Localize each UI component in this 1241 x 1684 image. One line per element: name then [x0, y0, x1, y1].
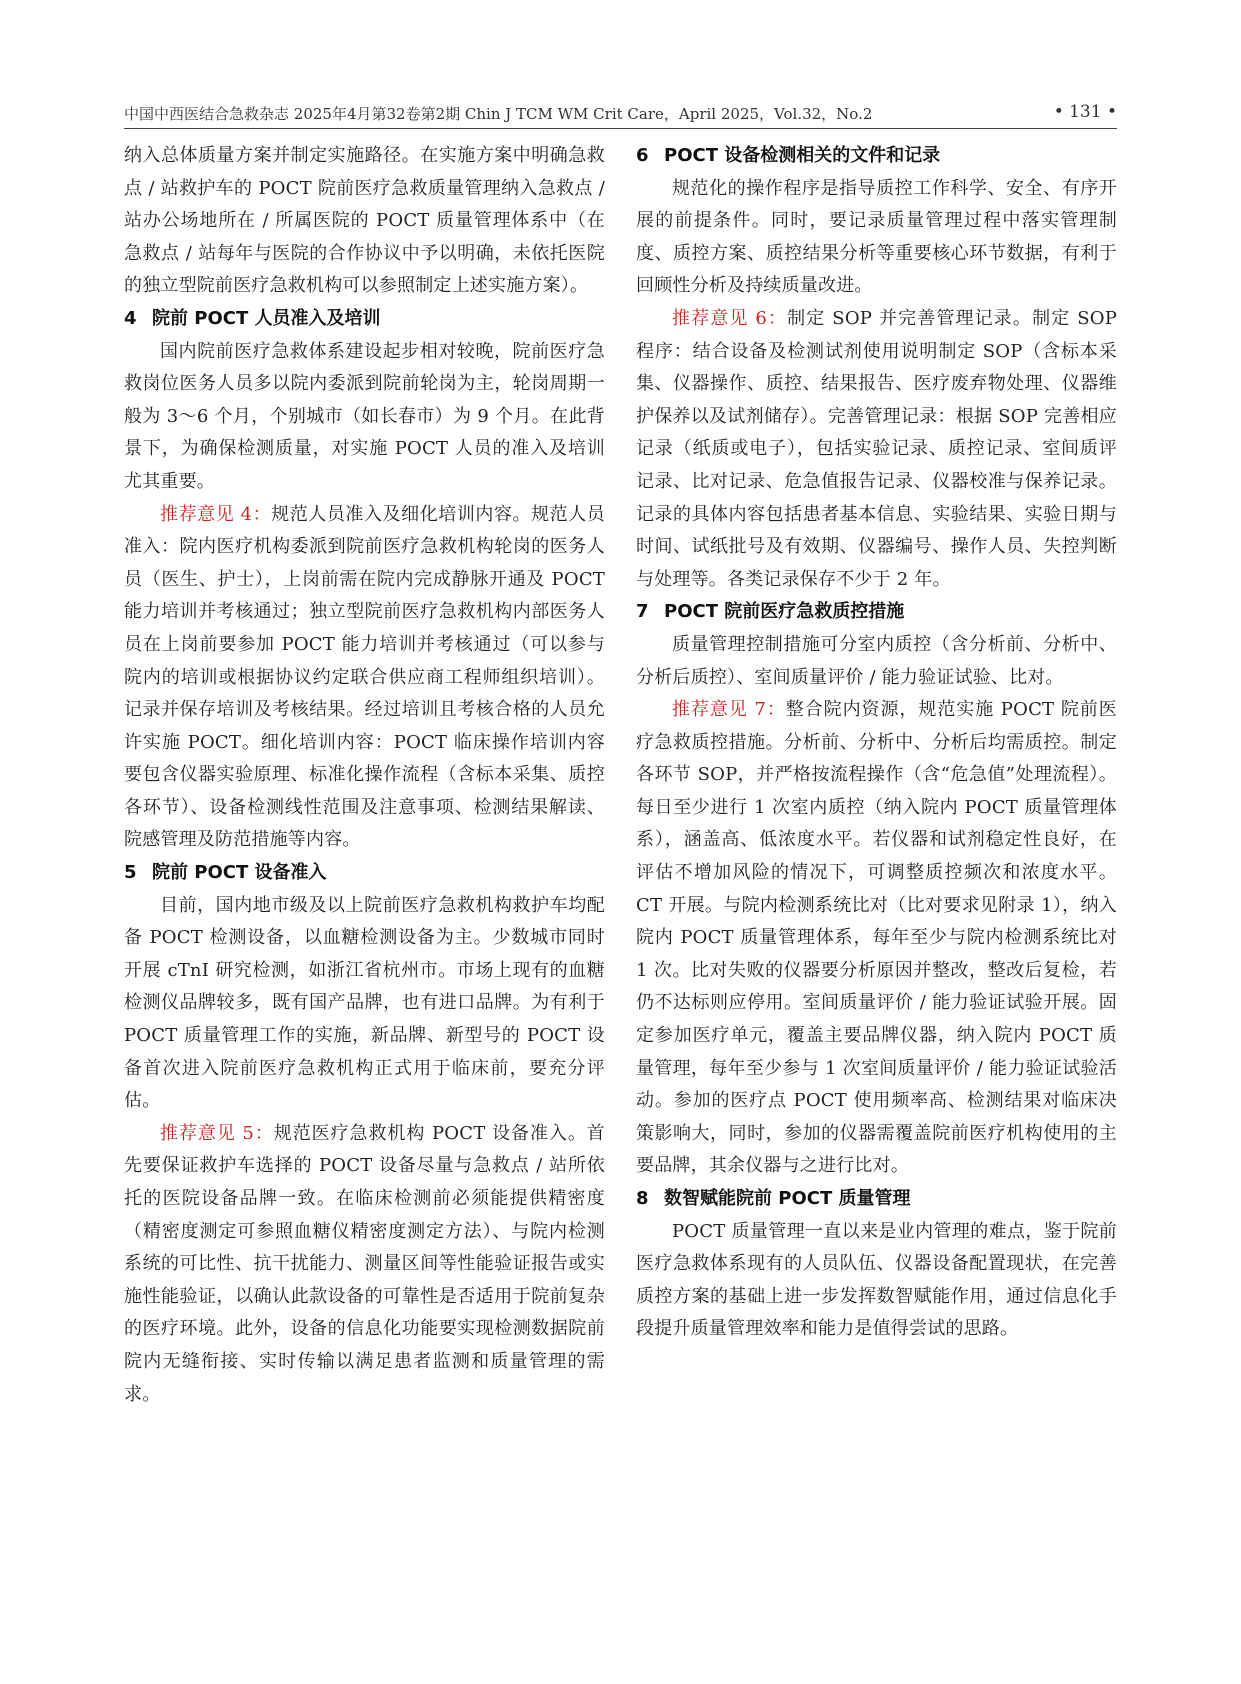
recommendation-label: 推荐意见 4：: [160, 503, 272, 525]
paragraph: 纳入总体质量方案并制定实施路径。在实施方案中明确急救点 / 站救护车的 POCT 院前医疗急救质量管理纳入急救点 / 站办公场地所在 / 所属医院的 POCT 质量管理体系中（在急救点 / 站每年与医院的合作协议中予以明确，未依托医院的独立型院前医疗急救机构可以参照制定上述实施方案）。: [124, 145, 605, 297]
running-header: [124, 100, 1117, 128]
section-heading-8: [636, 1183, 1117, 1216]
section-number: 8: [636, 1188, 649, 1209]
recommendation-text: 整合院内资源，规范实施 POCT 院前医疗急救质控措施。分析前、分析中、分析后均需质控。制定各环节 SOP，并严格按流程操作（含“危急值”处理流程）。每日至少进行 1 次室内质控（纳入院内 POCT 质量管理体系），涵盖高、低浓度水平。若仪器和试剂稳定性良好，在评估不增加风险的情况下，可调整质控频次和浓度水平。CT 开展。与院内检测系统比对（比对要求见附录 1），纳入院内 POCT 质量管理体系，每年至少与院内检测系统比对 1 次。比对失败的仪器要分析原因并整改，整改后复检，若仍不达标则应停用。室间质量评价 / 能力验证试验开展。固定参加医疗单元，覆盖主要品牌仪器，纳入院内 POCT 质量管理，每年至少参与 1 次室间质量评价 / 能力验证试验活动。参加的医疗点 POCT 使用频率高、检测结果对临床决策影响大，同时，参加的仪器需覆盖院前医疗机构使用的主要品牌，其余仪器与之进行比对。: [636, 699, 1118, 1177]
paragraph: 国内院前医疗急救体系建设起步相对较晚，院前医疗急救岗位医务人员多以院内委派到院前轮岗为主，轮岗周期一般为 3～6 个月，个别城市（如长春市）为 9 个月。在此背景下，为确保检测质量，对实施 POCT 人员的准入及培训尤其重要。: [124, 340, 605, 492]
recommendation-6: [636, 303, 1117, 596]
section-title: 院前 POCT 设备准入: [152, 862, 327, 884]
recommendation-text: 制定 SOP 并完善管理记录。制定 SOP 程序：结合设备及检测试剂使用说明制定 SOP（含标本采集、仪器操作、质控、结果报告、医疗废弃物处理、仪器维护保养以及试剂储存）。完善管理记录：根据 SOP 完善相应记录（纸质或电子），包括实验记录、质控记录、室间质评记录、比对记录、危急值报告记录、仪器校准与保养记录。记录的具体内容包括患者基本信息、实验结果、实验日期与时间、试纸批号及有效期、仪器编号、操作人员、失控判断与处理等。各类记录保存不少于 2 年。: [636, 307, 1118, 590]
paragraph: 规范化的操作程序是指导质控工作科学、安全、有序开展的前提条件。同时，要记录质量管理过程中落实管理制度、质控方案、质控结果分析等重要核心环节数据，有利于回顾性分析及持续质量改进。: [636, 177, 1117, 297]
recommendation-7: [636, 694, 1117, 1183]
section-heading-5: [124, 857, 605, 890]
section-title: POCT 设备检测相关的文件和记录: [664, 145, 941, 166]
page-number: • 131 •: [1053, 102, 1117, 122]
paragraph: 目前，国内地市级及以上院前医疗急救机构救护车均配备 POCT 检测设备，以血糖检测设备为主。少数城市同时开展 cTnI 研究检测，如浙江省杭州市。市场上现有的血糖检测仪品牌较多，既有国产品牌，也有进口品牌。为有利于 POCT 质量管理工作的实施，新品牌、新型号的 POCT 设备首次进入院前医疗急救机构正式用于临床前，要充分评估。: [124, 894, 605, 1112]
paragraph: POCT 质量管理一直以来是业内管理的难点，鉴于院前医疗急救体系现有的人员队伍、仪器设备配置现状，在完善质控方案的基础上进一步发挥数智赋能作用，通过信息化手段提升质量管理效率和能力是值得尝试的思路。: [636, 1220, 1117, 1340]
section-heading-6: [636, 140, 1117, 173]
journal-running-head: 中国中西医结合急救杂志 2025年4月第32卷第2期 Chin J TCM WM Crit Care，April 2025，Vol.32，No.2: [124, 105, 873, 123]
recommendation-label: 推荐意见 7：: [672, 699, 786, 721]
section-number: 5: [124, 862, 137, 884]
left-column: [124, 140, 605, 1411]
recommendation-5: [124, 1118, 605, 1411]
section-number: 6: [636, 145, 649, 166]
recommendation-label: 推荐意见 6：: [672, 307, 788, 329]
section-title: 数智赋能院前 POCT 质量管理: [664, 1188, 911, 1209]
recommendation-text: 规范医疗急救机构 POCT 设备准入。首先要保证救护车选择的 POCT 设备尽量与急救点 / 站所依托的医院设备品牌一致。在临床检测前必须能提供精密度（精密度测定可参照血糖仪精密度测定方法）、与院内检测系统的可比性、抗干扰能力、测量区间等性能验证报告或实施性能验证，以确认此款设备的可靠性是否适用于院前复杂的医疗环境。此外，设备的信息化功能要实现检测数据院前院内无缝衔接、实时传输以满足患者监测和质量管理的需求。: [124, 1122, 606, 1405]
section-title: POCT 院前医疗急救质控措施: [664, 601, 905, 623]
section-title: 院前 POCT 人员准入及培训: [152, 307, 381, 329]
section-heading-7: [636, 596, 1117, 629]
section-number: 4: [124, 307, 137, 329]
recommendation-4: [124, 499, 605, 858]
recommendation-text: 规范人员准入及细化培训内容。规范人员准入：院内医疗机构委派到院前医疗急救机构轮岗的医务人员（医生、护士），上岗前需在院内完成静脉开通及 POCT 能力培训并考核通过；独立型院前医疗急救机构内部医务人员在上岗前要参加 POCT 能力培训并考核通过（可以参与院内的培训或根据协议约定联合供应商工程师组织培训）。记录并保存培训及考核结果。经过培训且考核合格的人员允许实施 POCT。细化培训内容：POCT 临床操作培训内容要包含仪器实验原理、标准化操作流程（含标本采集、质控各环节）、设备检测线性范围及注意事项、检测结果解读、院感管理及防范措施等内容。: [124, 503, 605, 851]
paragraph: 质量管理控制措施可分室内质控（含分析前、分析中、分析后质控）、室间质量评价 / 能力验证试验、比对。: [636, 633, 1117, 688]
right-column: [636, 140, 1117, 1346]
header-rule: [124, 128, 1117, 129]
section-heading-4: [124, 303, 605, 336]
recommendation-label: 推荐意见 5：: [160, 1122, 274, 1144]
section-number: 7: [636, 601, 649, 623]
